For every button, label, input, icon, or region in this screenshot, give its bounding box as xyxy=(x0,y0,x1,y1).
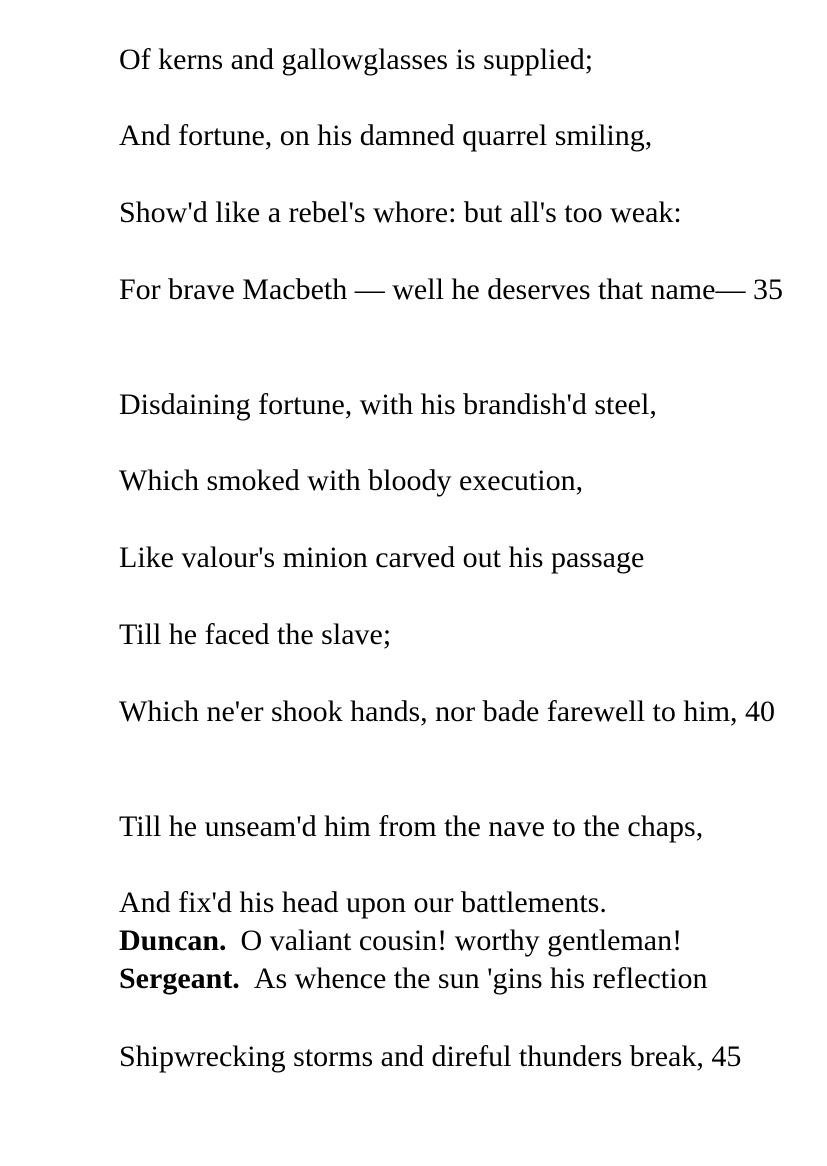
speech-line xyxy=(40,960,787,997)
verse-text: For brave Macbeth — well he deserves that name— 35 xyxy=(119,273,783,306)
verse-line xyxy=(40,539,787,576)
verse-line xyxy=(40,616,787,653)
verse-line xyxy=(40,271,787,308)
verse-text: And fortune, on his damned quarrel smiling, xyxy=(119,119,653,152)
verse-line xyxy=(40,808,787,845)
speech-line xyxy=(40,922,787,959)
verse-text: And fix'd his head upon our battlements. xyxy=(119,886,607,919)
verse-text: Till he unseam'd him from the nave to the chaps, xyxy=(119,810,704,843)
verse-line xyxy=(40,117,787,154)
verse-line xyxy=(40,41,787,78)
speaker-name: Duncan. xyxy=(119,924,227,957)
speaker-name: Sergeant. xyxy=(119,962,240,995)
verse-line xyxy=(40,462,787,499)
verse-text: Of kerns and gallowglasses is supplied; xyxy=(119,43,594,76)
speech-text: As whence the sun 'gins his reflection xyxy=(253,962,708,995)
verse-line xyxy=(40,194,787,231)
verse-text: Shipwrecking storms and direful thunders break, 45 xyxy=(119,1040,742,1073)
verse-text: Which ne'er shook hands, nor bade farewell to him, 40 xyxy=(119,695,776,728)
verse-text: Which smoked with bloody execution, xyxy=(119,464,584,497)
speech-text: O valiant cousin! worthy gentleman! xyxy=(240,924,683,957)
verse-text: Like valour's minion carved out his passage xyxy=(119,541,645,574)
verse-text: Disdaining fortune, with his brandish'd steel, xyxy=(119,388,657,421)
verse-line xyxy=(40,386,787,423)
verse-line xyxy=(40,884,787,921)
verse-text: Show'd like a rebel's whore: but all's too weak: xyxy=(119,196,682,229)
verse-text: Till he faced the slave; xyxy=(119,618,392,651)
verse-line xyxy=(40,1038,742,1075)
verse-line xyxy=(40,693,787,730)
